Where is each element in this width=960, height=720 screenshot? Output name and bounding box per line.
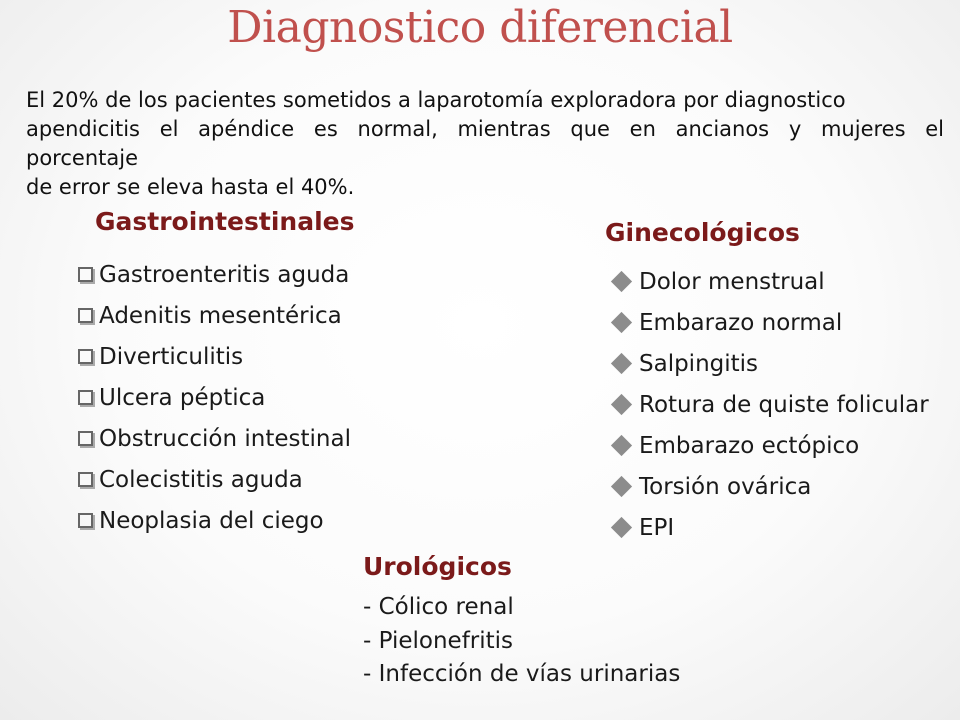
list-item: - Cólico renal — [363, 594, 514, 620]
list-item — [78, 295, 351, 336]
list-item — [78, 377, 351, 418]
gineco-heading: Ginecológicos — [605, 218, 800, 247]
diamond-icon — [611, 271, 632, 292]
list-item-label: Embarazo ectópico — [639, 432, 860, 459]
checkbox-icon — [78, 308, 93, 323]
checkbox-icon — [78, 267, 93, 282]
checkbox-icon — [78, 472, 93, 487]
checkbox-icon — [78, 431, 93, 446]
checkbox-icon — [78, 390, 93, 405]
list-item — [608, 425, 929, 466]
diamond-icon — [611, 394, 632, 415]
list-item-label: EPI — [639, 514, 675, 541]
list-item-label: Torsión ovárica — [639, 473, 812, 500]
list-item-label: Dolor menstrual — [639, 268, 825, 295]
list-item — [78, 336, 351, 377]
gineco-list — [608, 261, 929, 548]
diamond-icon — [611, 476, 632, 497]
list-item: - Pielonefritis — [363, 627, 514, 654]
list-item — [608, 466, 929, 507]
diamond-icon — [611, 517, 632, 538]
list-item-label: Ulcera péptica — [99, 384, 266, 411]
list-item-label: Embarazo normal — [639, 309, 843, 336]
diamond-icon — [611, 312, 632, 333]
list-item: - Infección de vías urinarias — [363, 661, 681, 687]
intro-line: de error se eleva hasta el 40%. — [26, 175, 355, 199]
list-item — [608, 302, 929, 343]
list-item-label: Colecistitis aguda — [99, 466, 303, 493]
gastro-list — [78, 254, 351, 541]
intro-line: porcentaje — [26, 146, 138, 170]
list-item — [78, 418, 351, 459]
uro-list — [363, 591, 680, 692]
list-item — [608, 507, 929, 548]
list-item-label: Salpingitis — [639, 350, 759, 377]
gastro-heading: Gastrointestinales — [95, 207, 355, 236]
intro-line: apendicitis el apéndice es normal, mientras que en ancianos y mujeres el — [26, 117, 944, 141]
list-item-label: Obstrucción intestinal — [99, 425, 351, 452]
intro-paragraph — [26, 86, 944, 202]
checkbox-icon — [78, 349, 93, 364]
list-item — [78, 254, 351, 295]
checkbox-icon — [78, 513, 93, 528]
diamond-icon — [611, 353, 632, 374]
list-item-label: Neoplasia del ciego — [99, 507, 324, 534]
list-item-label: Rotura de quiste folicular — [639, 391, 929, 418]
list-item-label: Adenitis mesentérica — [99, 302, 342, 329]
slide-title: Diagnostico diferencial — [227, 2, 733, 53]
uro-heading: Urológicos — [363, 552, 512, 581]
diamond-icon — [611, 435, 632, 456]
intro-line: El 20% de los pacientes sometidos a laparotomía exploradora por diagnostico — [26, 88, 846, 112]
list-item — [608, 343, 929, 384]
list-item-label: Diverticulitis — [99, 343, 244, 370]
list-item — [608, 384, 929, 425]
list-item — [608, 261, 929, 302]
list-item — [78, 500, 351, 541]
list-item-label: Gastroenteritis aguda — [99, 261, 350, 288]
list-item — [78, 459, 351, 500]
